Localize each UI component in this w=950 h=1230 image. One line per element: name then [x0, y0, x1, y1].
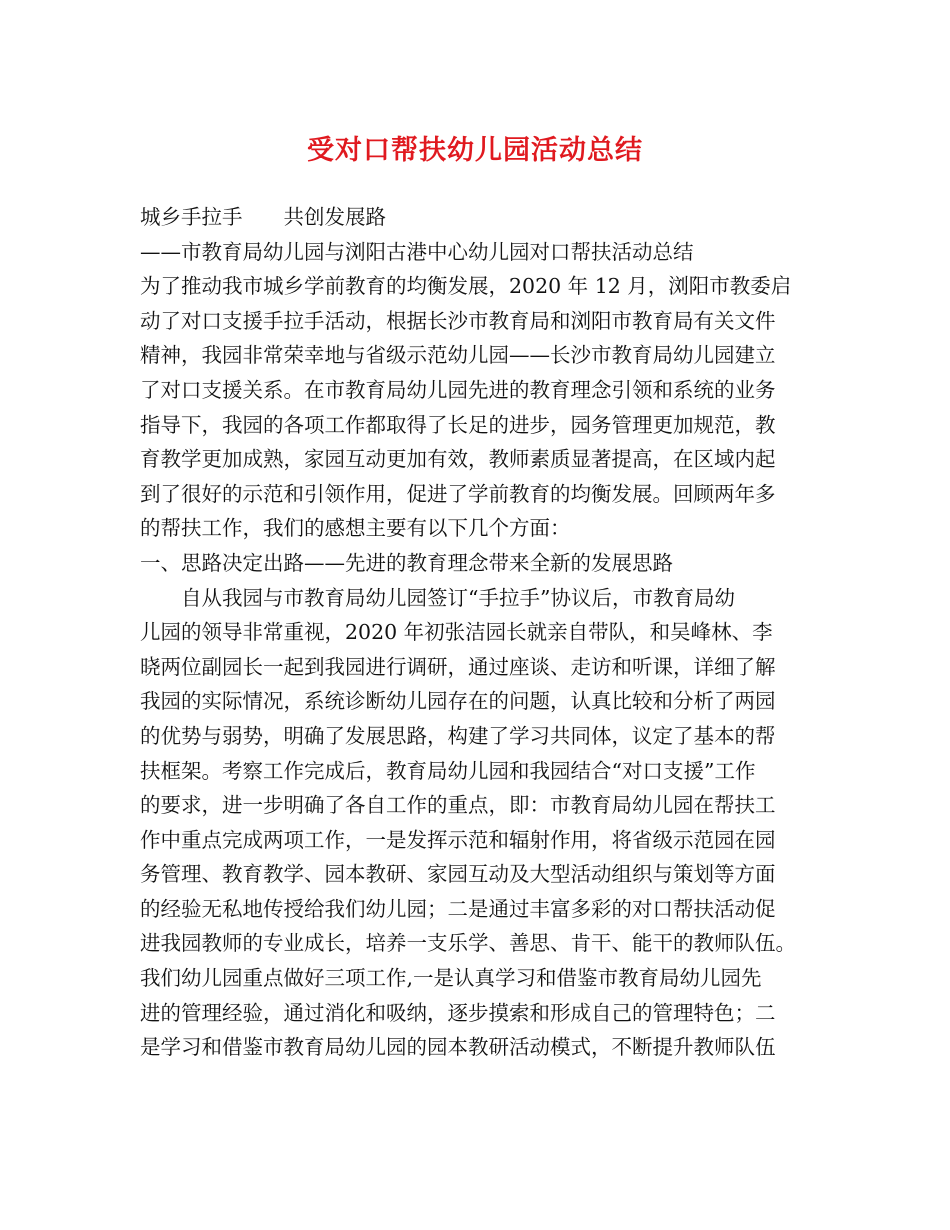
body-line: 进的管理经验，通过消化和吸纳，逐步摸索和形成自己的管理特色；二 [140, 1000, 776, 1025]
body-line: 精神，我园非常荣幸地与省级示范幼儿园——长沙市教育局幼儿园建立 [140, 343, 776, 368]
body-line: 的优势与弱势，明确了发展思路，构建了学习共同体，议定了基本的帮 [140, 723, 776, 748]
body-line: 扶框架。考察工作完成后，教育局幼儿园和我园结合“对口支援”工作 [140, 758, 756, 783]
body-line: 务管理、教育教学、园本教研、家园互动及大型活动组织与策划等方面 [140, 862, 776, 887]
body-line: 自从我园与市教育局幼儿园签订“手拉手”协议后，市教育局幼 [140, 585, 735, 610]
body-line: 到了很好的示范和引领作用，促进了学前教育的均衡发展。回顾两年多 [140, 481, 776, 506]
body-line: 育教学更加成熟，家园互动更加有效，教师素质显著提高，在区域内起 [140, 447, 776, 472]
document-body [140, 200, 820, 1065]
document-title: 受对口帮扶幼儿园活动总结 [307, 135, 643, 166]
body-line: 的帮扶工作，我们的感想主要有以下几个方面： [140, 516, 571, 541]
body-line: 动了对口支援手拉手活动，根据长沙市教育局和浏阳市教育局有关文件 [140, 308, 776, 333]
body-line: 一、思路决定出路——先进的教育理念带来全新的发展思路 [140, 550, 673, 575]
body-line: 是学习和借鉴市教育局幼儿园的园本教研活动模式，不断提升教师队伍 [140, 1035, 776, 1060]
body-line: 进我园教师的专业成长，培养一支乐学、善思、肯干、能干的教师队伍。 [140, 931, 796, 956]
body-line: 晓两位副园长一起到我园进行调研，通过座谈、走访和听课，详细了解 [140, 654, 776, 679]
body-line: 我们幼儿园重点做好三项工作,一是认真学习和借鉴市教育局幼儿园先 [140, 966, 762, 991]
body-line: 作中重点完成两项工作，一是发挥示范和辐射作用，将省级示范园在园 [140, 827, 776, 852]
body-line: 了对口支援关系。在市教育局幼儿园先进的教育理念引领和系统的业务 [140, 377, 776, 402]
body-line: 的经验无私地传授给我们幼儿园；二是通过丰富多彩的对口帮扶活动促 [140, 896, 776, 921]
body-line: 城乡手拉手 共创发展路 [140, 205, 386, 229]
body-line: 指导下，我园的各项工作都取得了长足的进步，园务管理更加规范，教 [140, 412, 776, 437]
body-line: 我园的实际情况，系统诊断幼儿园存在的问题，认真比较和分析了两园 [140, 689, 776, 714]
body-line: ——市教育局幼儿园与浏阳古港中心幼儿园对口帮扶活动总结 [140, 239, 694, 264]
body-line: 为了推动我市城乡学前教育的均衡发展，2020 年 12 月，浏阳市教委启 [140, 274, 792, 299]
body-line: 儿园的领导非常重视，2020 年初张洁园长就亲自带队，和吴峰林、李 [140, 620, 773, 645]
body-line: 的要求，进一步明确了各自工作的重点，即：市教育局幼儿园在帮扶工 [140, 793, 776, 818]
